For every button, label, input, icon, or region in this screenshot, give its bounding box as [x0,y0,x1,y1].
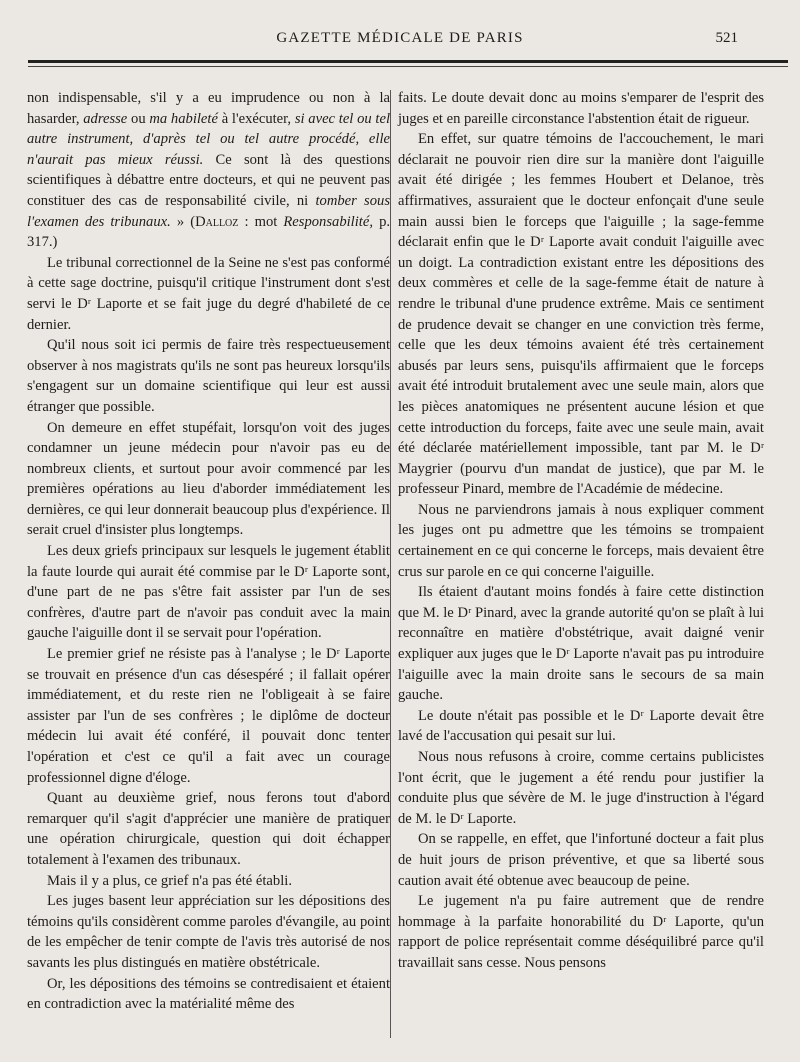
running-header [0,28,800,52]
header-rule-thick [28,60,788,63]
paragraph: Or, les dépositions des témoins se contredisaient et étaient en contradiction avec la matérialité même des [27,975,390,1013]
paragraph: Ils étaient d'autant moins fondés à faire cette distinction que M. le Dʳ Pinard, avec la grande autorité qu'on se plaît à lui reconnaître en matière d'obstétrique, avait daigné venir expliquer aux juges que le Dʳ Laporte n'avait pas pu introduire l'aiguille avec la main droite sans le secours de sa main gauche. [398,584,764,704]
paragraph: Nous ne parviendrons jamais à nous expliquer comment les juges ont pu admettre que les témoins se trompaient certainement en ce qui concerne le forceps, mais devaient être crus sur parole en ce qui concerne l'aiguille. [398,501,764,580]
paragraph: Le doute n'était pas possible et le Dʳ Laporte devait être lavé de l'accusation qui pesait sur lui. [398,707,764,745]
paragraph: Mais il y a plus, ce grief n'a pas été établi. [47,872,292,889]
paragraph: On demeure en effet stupéfait, lorsqu'on voit des juges condamner un jeune médecin pour n'avoir pas eu de nombreux clients, et surtout pour avoir commencé par les premières opérations au lieu d'aborder immédiatement les dernières, ce qui leur donnerait beaucoup plus d'expérience. Il serait cruel d'insister plus longtemps. [27,419,390,539]
header-rule-thin [28,66,788,67]
paragraph: En effet, sur quatre témoins de l'accouchement, le mari déclarait ne pouvoir rien dire sur la manière dont l'aiguille avait été dirigée ; les femmes Houbert et Delanoe, très affirmatives, assuraient que le docteur enfonçait d'une seule main aussi bien le forceps que l'aiguille ; la sage-femme déclarait enfin que le Dʳ Laporte avait conduit l'aiguille avec un doigt. La contradiction existant entre les dépositions des deux commères et celle de la sage-femme était de nature à rendre le tribunal d'une prudence extrême. Mais ce sentiment de prudence devait se changer en une conviction très ferme, celle que les deux témoins avaient été très certainement abusés par leurs sens, puisqu'ils affirmaient que le forceps avait été introduit brutalement avec une seule main, alors que les pièces anatomiques ne présentent aucune lésion et que cette introduction du forceps, faite avec une seule main, avait été déclarée matériellement impossible, tant par M. le Dʳ Maygrier (pourvu d'un mandat de justice), que par M. le professeur Pinard, membre de l'Académie de médecine. [398,131,764,498]
right-column [398,88,764,974]
paragraph: Les juges basent leur appréciation sur les dépositions des témoins qu'ils considèrent comme paroles d'évangile, au point de les empêcher de tenir compte de l'avis très autorisé de nos savants les plus distingués en matière obstétricale. [27,893,390,971]
paragraph: Le jugement n'a pu faire autrement que de rendre hommage à la parfaite honorabilité du Dʳ Laporte, qu'un rapport de police représentait comme déséquilibré parce qu'il travaillait sans cesse. Nous pensons [398,893,764,971]
paragraph: On se rappelle, en effet, que l'infortuné docteur a fait plus de huit jours de prison préventive, et que sa liberté sous caution avait été obtenue avec beaucoup de peine. [398,831,764,889]
journal-title: GAZETTE MÉDICALE DE PARIS [276,30,524,46]
paragraph: Les deux griefs principaux sur lesquels le jugement établit la faute lourde qui aurait été commise par le Dʳ Laporte sont, d'une part de ne pas s'être fait assister par l'un de ses confrères, d'autre part de n'avoir pas conduit avec la main gauche l'aiguille dont il se servait pour l'opération. [27,543,390,642]
paragraph: Quant au deuxième grief, nous ferons tout d'abord remarquer qu'il s'agit d'apprécier une manière de pratiquer une opération chirurgicale, question qui doit échapper totalement à l'examen des tribunaux. [27,790,390,868]
paragraph: Nous nous refusons à croire, comme certains publicistes l'ont écrit, que le jugement a été rendu pour justifier la conduite plus que sévère de M. le juge d'instruction à l'égard de M. le Dʳ Laporte. [398,749,764,827]
paragraph: Le premier grief ne résiste pas à l'analyse ; le Dʳ Laporte se trouvait en présence d'un cas désespéré ; il fallait opérer immédiatement, et du reste rien ne l'obligeait à se faire assister par l'un de ses confrères ; le diplôme de docteur médecin lui avait été conféré, il pouvait donc tenter l'opération et c'est ce qu'il a fait avec un courage professionnel digne d'éloge. [27,646,390,786]
paragraph: Qu'il nous soit ici permis de faire très respectueusement observer à nos magistrats qu'ils ne sont pas heureux lorsqu'ils s'engagent sur un domaine scientifique qui leur est aussi étranger que possible. [27,337,390,415]
paragraph: faits. Le doute devait donc au moins s'emparer de l'esprit des juges et en pareille circonstance l'abstention était de rigueur. [398,90,764,127]
page-number: 521 [715,30,738,46]
left-column [27,88,390,1015]
paragraph: Le tribunal correctionnel de la Seine ne s'est pas conformé à cette sage doctrine, puisqu'il critique l'instrument dont s'est servi le Dʳ Laporte et se fait juge du degré d'habileté de ce dernier. [27,254,390,333]
paragraph: non indispensable, s'il y a eu imprudence ou non à la hasarder, adresse ou ma habileté à l'exécuter, si avec tel ou tel autre instrument, d'après tel ou tel autre procédé, elle n'aurait pas mieux réussi. Ce sont là des questions scientifiques à débattre entre docteurs, et qui ne peuvent pas constituer des cas de responsabilité civile, ni tomber sous l'examen des tribunaux. » (Dalloz : mot Responsabilité, p. 317.) [27,90,391,251]
column-divider [390,90,391,1038]
